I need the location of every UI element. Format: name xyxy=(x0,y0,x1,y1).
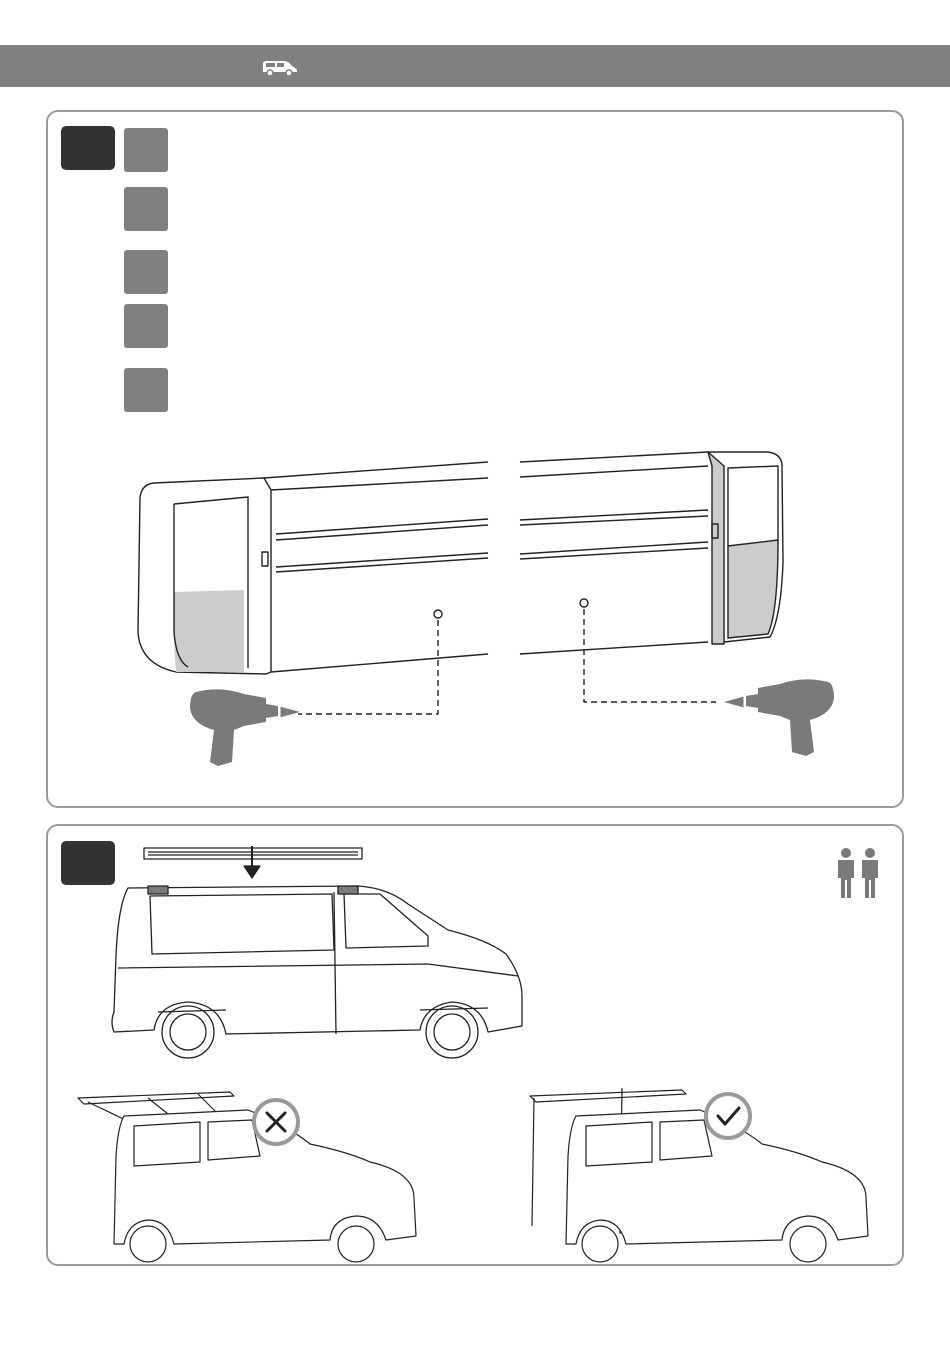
awning-supported-correct xyxy=(48,826,906,1268)
step-panel-mounting xyxy=(46,824,904,1266)
drill-icon-left xyxy=(190,689,302,766)
step-panel-drilling xyxy=(46,110,904,808)
van-icon xyxy=(260,58,298,76)
drill-icon-right xyxy=(722,679,834,756)
header-bar xyxy=(0,45,950,87)
awning-cassette-illustration xyxy=(48,112,906,810)
